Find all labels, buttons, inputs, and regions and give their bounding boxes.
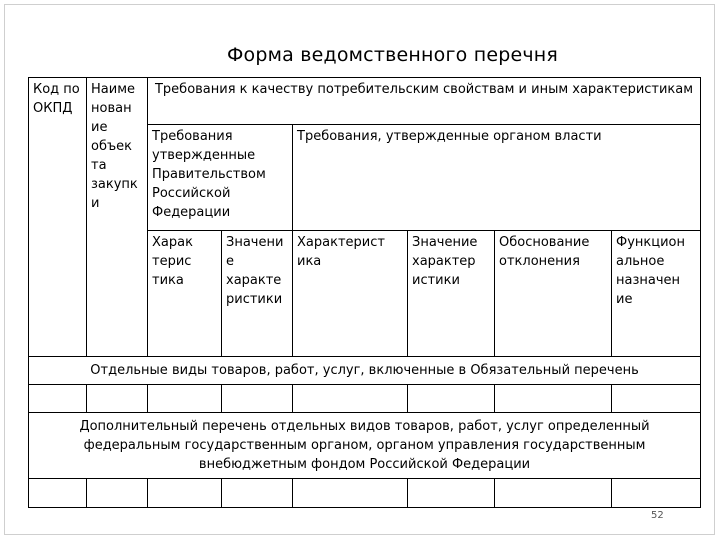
table-cell	[222, 479, 293, 508]
table-cell	[612, 385, 701, 413]
table-cell	[148, 385, 222, 413]
header-deviation-justification: Обоснование отклонения	[495, 231, 612, 357]
header-characteristic-2: Характерист ика	[293, 231, 408, 357]
table-cell	[29, 385, 87, 413]
table-cell	[293, 385, 408, 413]
table-cell	[495, 479, 612, 508]
header-characteristic-value: Значени е характе ристики	[222, 231, 293, 357]
table-row	[29, 479, 701, 508]
departmental-list-form-table	[28, 77, 701, 508]
table-cell	[408, 385, 495, 413]
header-functional-purpose: Функцион альное назначен ие	[612, 231, 701, 357]
table-cell	[612, 479, 701, 508]
table-row	[29, 357, 701, 385]
table-cell	[222, 385, 293, 413]
header-gov-requirements: Требования утвержденные Правительством Российской Федерации	[148, 125, 293, 231]
table-cell	[87, 385, 148, 413]
section-additional-list: Дополнительный перечень отдельных видов товаров, работ, услуг определенный федеральным государственным органом, органом управления государственным внебюджетным фондом Российской Федерации	[29, 413, 701, 479]
table-cell	[495, 385, 612, 413]
header-requirements: Требования к качеству потребительским свойствам и иным характеристикам	[148, 78, 701, 125]
header-code-okpd: Код по ОКПД	[29, 78, 87, 357]
section-mandatory-list: Отдельные виды товаров, работ, услуг, включенные в Обязательный перечень	[29, 357, 701, 385]
table-cell	[293, 479, 408, 508]
page-title: Форма ведомственного перечня	[226, 44, 559, 66]
table-cell	[148, 479, 222, 508]
header-characteristic: Харак терис тика	[148, 231, 222, 357]
page-number: 52	[651, 510, 664, 521]
table-row	[29, 78, 701, 125]
header-authority-requirements: Требования, утвержденные органом власти	[293, 125, 701, 231]
header-characteristic-value-2: Значение характер истики	[408, 231, 495, 357]
table-row	[29, 413, 701, 479]
table-cell	[87, 479, 148, 508]
header-procurement-object-name: Наиме нован ие объек та закупк и	[87, 78, 148, 357]
table-row	[29, 385, 701, 413]
table-cell	[29, 479, 87, 508]
table-cell	[408, 479, 495, 508]
